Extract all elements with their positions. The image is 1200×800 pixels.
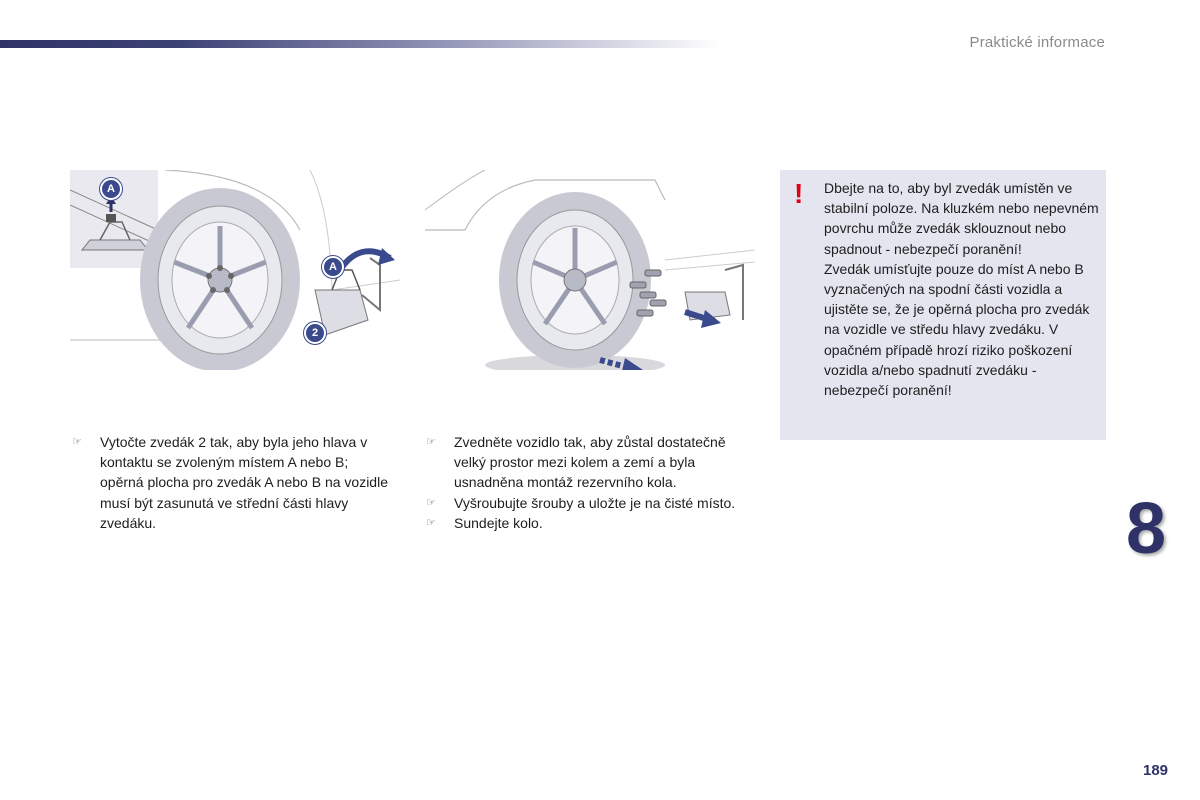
page-number: 189 [1143,762,1169,779]
illustration-jack-positioning [70,170,400,370]
pointing-hand-icon: ☞ [72,436,82,448]
pointing-hand-icon: ☞ [426,436,436,448]
instruction-item [426,493,756,513]
instruction-text: Vytočte zvedák 2 tak, aby byla jeho hlava v kontaktu se zvoleným místem A nebo B; opěrná plocha pro zvedák A nebo B na vozidle musí být zasunutá ve střední části hlavy zvedáku. [100,434,388,531]
warning-box [780,170,1106,440]
wheel-removal-drawing [425,170,755,370]
chapter-number: 8 [1126,489,1167,569]
callout-a-inset: A [100,178,122,200]
pointing-hand-icon: ☞ [426,516,436,529]
warning-paragraph-1: Dbejte na to, aby byl zvedák umístěn ve stabilní poloze. Na kluzkém nebo nepevném povrchu může zvedák sklouznout nebo spadnout - nebezpečí poranění! [824,180,1099,257]
jack-positioning-drawing [70,170,400,370]
header-gradient-bar [0,40,720,48]
warning-exclamation-icon: ! [794,178,804,209]
warning-paragraph-2: Zvedák umísťujte pouze do míst A nebo B vyznačených na spodní části vozidla a ujistěte se, že je opěrná plocha pro zvedák na vozidle ve středu hlavy zvedáku. V opačném případě hrozí riziko poškození vozidla a/nebo spadnutí zvedáku - nebezpečí poranění! [824,260,1090,399]
pointing-hand-icon: ☞ [426,496,436,509]
callout-2: 2 [304,322,326,344]
instruction-text: Sundejte kolo. [454,514,543,531]
warning-text [824,178,1100,400]
callout-a: A [322,256,344,278]
instruction-item [72,432,392,533]
illustration-wheel-removal [425,170,755,370]
instruction-item [426,432,756,493]
section-title: Praktické informace [969,34,1105,51]
instruction-item [426,513,756,533]
instruction-text: Vyšroubujte šrouby a uložte je na čisté místo. [454,494,736,511]
instructions-left [72,432,392,533]
instruction-text: Zvedněte vozidlo tak, aby zůstal dostatečně velký prostor mezi kolem a zemí a byla usnadněna montáž rezervního kola. [454,434,726,491]
instructions-right [426,432,756,533]
